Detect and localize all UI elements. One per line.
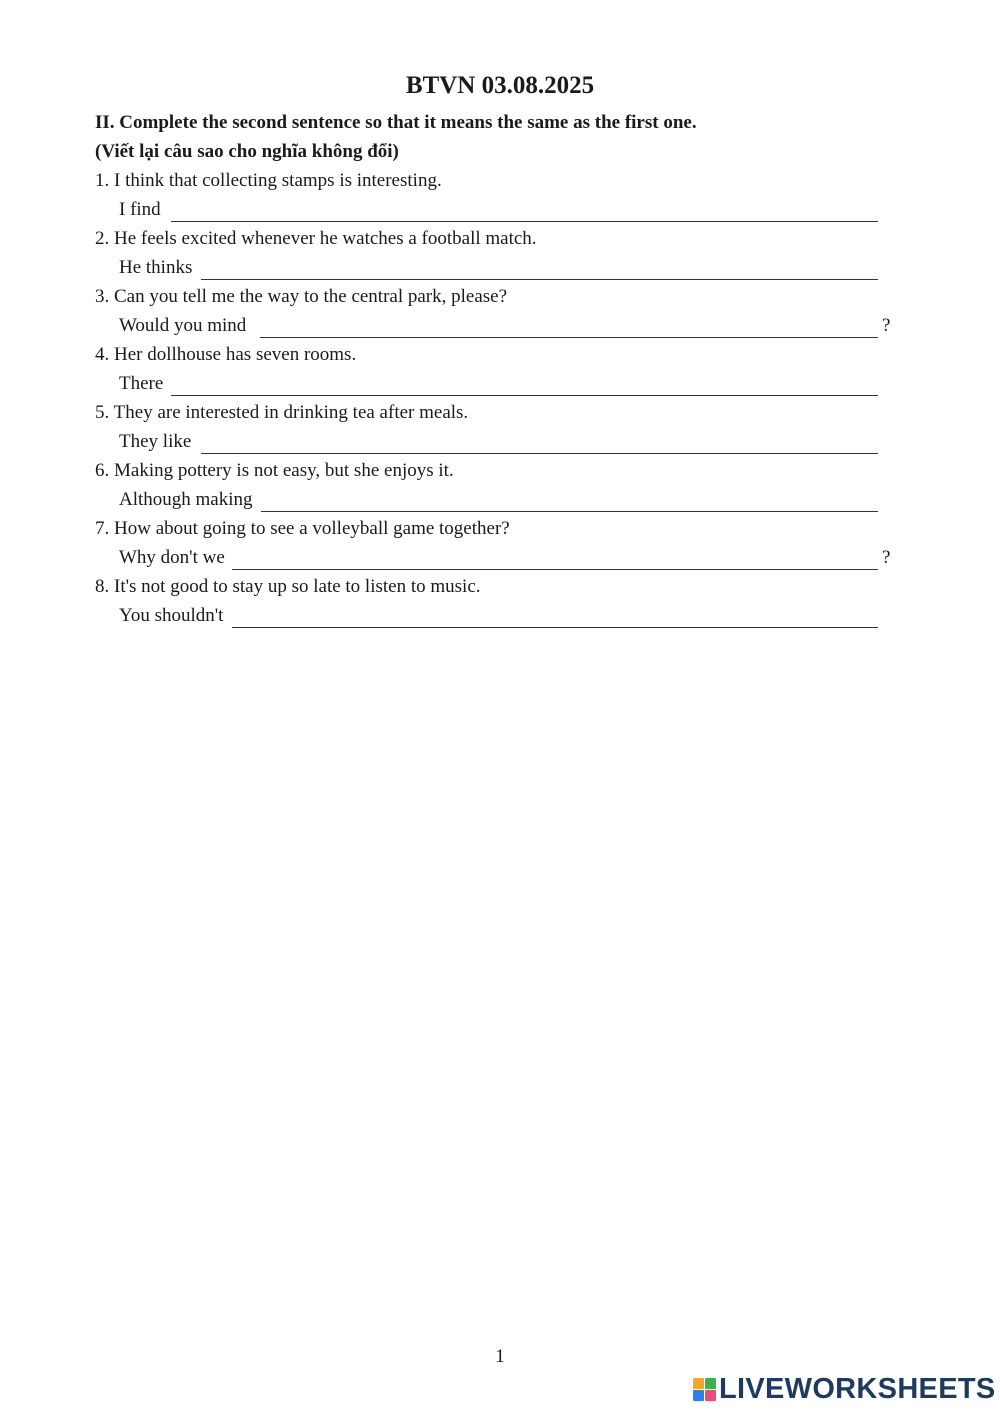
- liveworksheets-logo-text: LIVEWORKSHEETS: [719, 1372, 996, 1405]
- liveworksheets-logo[interactable]: [693, 1372, 996, 1406]
- logo-icon-tile: [693, 1378, 704, 1389]
- answer-prompt: Although making: [119, 489, 253, 510]
- question-item: [95, 168, 895, 226]
- answer-blank[interactable]: [171, 395, 878, 396]
- question-sentence: 7. How about going to see a volleyball game together?: [95, 518, 510, 539]
- logo-icon-tile: [705, 1378, 716, 1389]
- question-sentence: 4. Her dollhouse has seven rooms.: [95, 344, 357, 365]
- question-sentence: 3. Can you tell me the way to the central park, please?: [95, 286, 508, 307]
- question-item: [95, 574, 895, 632]
- question-item: [95, 458, 895, 516]
- question-sentence: 8. It's not good to stay up so late to listen to music.: [95, 576, 481, 597]
- answer-prompt: He thinks: [119, 257, 193, 278]
- answer-blank[interactable]: [260, 337, 878, 338]
- logo-icon-tile: [693, 1390, 704, 1401]
- answer-prompt: You shouldn't: [119, 605, 224, 626]
- answer-blank[interactable]: [232, 627, 878, 628]
- answer-prompt: They like: [119, 431, 192, 452]
- question-mark: ?: [882, 547, 891, 568]
- answer-line: [95, 545, 895, 574]
- logo-icon-tile: [705, 1390, 716, 1401]
- question-item: [95, 342, 895, 400]
- answer-line: [95, 255, 895, 284]
- answer-line: [95, 603, 895, 632]
- page-number: 1: [495, 1346, 505, 1367]
- answer-prompt: There: [119, 373, 164, 394]
- question-sentence: 1. I think that collecting stamps is interesting.: [95, 170, 442, 191]
- answer-prompt: I find: [119, 199, 161, 220]
- answer-blank[interactable]: [201, 279, 878, 280]
- answer-line: [95, 487, 895, 516]
- answer-prompt: Why don't we: [119, 547, 225, 568]
- answer-line: [95, 371, 895, 400]
- question-mark: ?: [882, 315, 891, 336]
- answer-blank[interactable]: [232, 569, 878, 570]
- answer-prompt: Would you mind: [119, 315, 247, 336]
- answer-line: [95, 313, 895, 342]
- question-item: [95, 284, 895, 342]
- question-sentence: 5. They are interested in drinking tea after meals.: [95, 402, 469, 423]
- question-item: [95, 400, 895, 458]
- liveworksheets-logo-icon: [693, 1378, 716, 1401]
- answer-line: [95, 197, 895, 226]
- answer-blank[interactable]: [261, 511, 878, 512]
- instruction: II. Complete the second sentence so that it means the same as the first one.: [95, 112, 697, 133]
- answer-blank[interactable]: [171, 221, 878, 222]
- question-list: [95, 168, 895, 632]
- instruction-vietnamese: (Viết lại câu sao cho nghĩa không đổi): [95, 141, 399, 162]
- answer-blank[interactable]: [201, 453, 878, 454]
- question-item: [95, 516, 895, 574]
- answer-line: [95, 429, 895, 458]
- question-sentence: 6. Making pottery is not easy, but she enjoys it.: [95, 460, 454, 481]
- page-title: BTVN 03.08.2025: [405, 72, 595, 99]
- question-item: [95, 226, 895, 284]
- question-sentence: 2. He feels excited whenever he watches a football match.: [95, 228, 537, 249]
